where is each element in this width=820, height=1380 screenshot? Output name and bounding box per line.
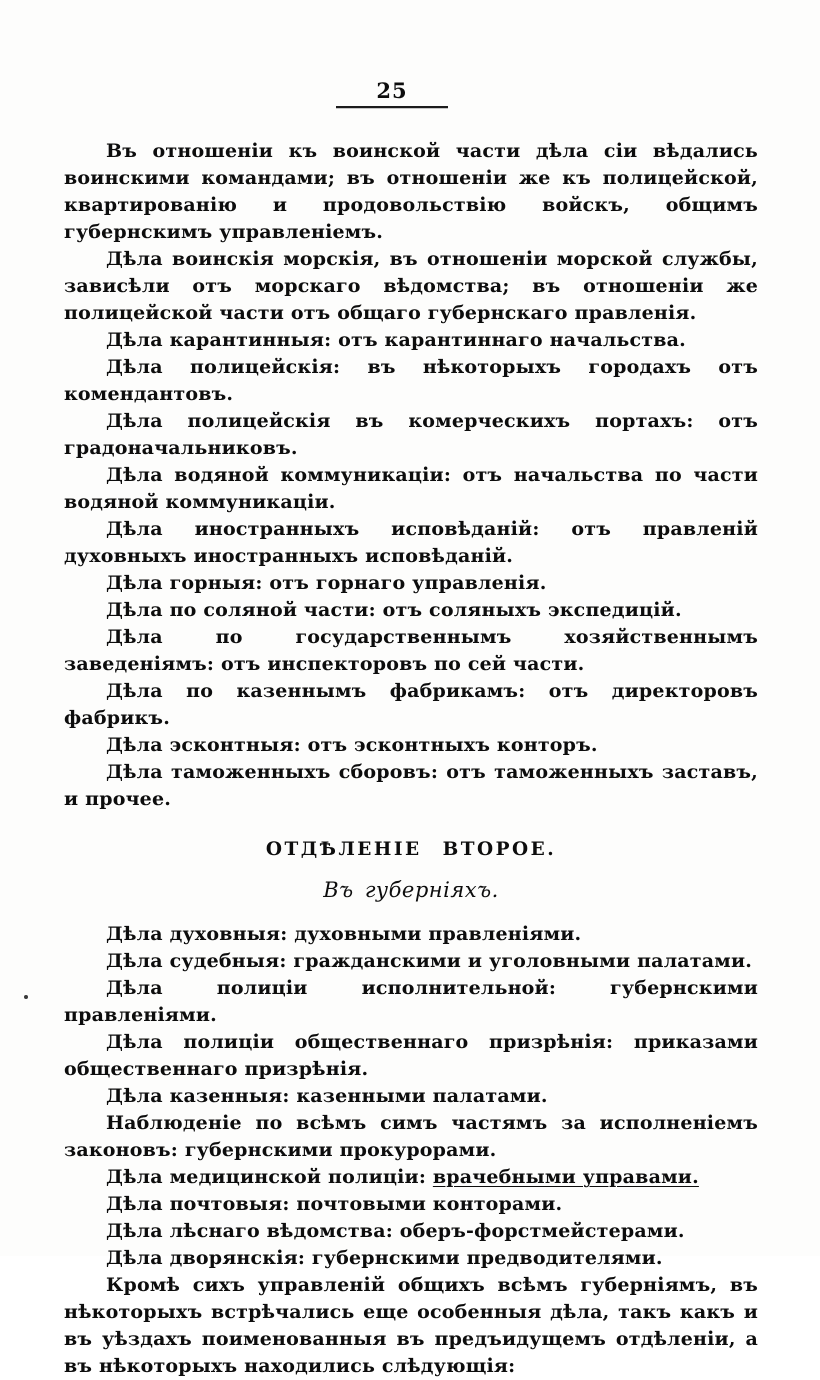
paragraph-text: Дѣла по казеннымъ фабрикамъ: отъ директоровъ фабрикъ. (64, 680, 758, 729)
paragraph-text: Въ отношеніи къ воинской части дѣла сіи вѣдались воинскими командами; въ отношеніи же къ полицейской, квартированію и продовольствію войскъ, общимъ губернскимъ управленіемъ. (64, 140, 758, 243)
page-number: 25 (376, 78, 408, 103)
paragraph-text: Дѣла воинскія морскія, въ отношеніи морской службы, зависѣли отъ морскаго вѣдомства; въ отношеніи же полицейской части отъ общаго губернскаго правленія. (64, 248, 758, 324)
paragraph (64, 732, 758, 759)
paragraph (64, 462, 758, 516)
paragraph (64, 246, 758, 327)
paragraph (64, 1218, 758, 1245)
paragraph-text: Дѣла казенныя: казенными палатами. (106, 1085, 548, 1107)
paragraph (64, 1272, 758, 1380)
paragraph-text: Дѣла полицейскія въ комерческихъ портахъ: отъ градоначальниковъ. (64, 410, 758, 459)
paragraph-text: Дѣла полиціи общественнаго призрѣнія: приказами общественнаго призрѣнія. (64, 1031, 758, 1080)
paragraph-text: Дѣла горныя: отъ горнаго управленія. (106, 572, 547, 594)
paragraph-text: Дѣла по государственнымъ хозяйственнымъ заведеніямъ: отъ инспекторовъ по сей части. (64, 626, 758, 675)
paragraph (64, 138, 758, 246)
paragraph (64, 1164, 758, 1191)
page-text (64, 138, 758, 1380)
paragraph (64, 516, 758, 570)
paragraph-text: Дѣла дворянскія: губернскими предводителями. (106, 1247, 663, 1269)
paragraph-text: Дѣла водяной коммуникаціи: отъ начальства по части водяной коммуникаціи. (64, 464, 758, 513)
paragraph-text: Дѣла лѣснаго вѣдомства: оберъ-форстмейстерами. (106, 1220, 685, 1242)
paragraph (64, 759, 758, 813)
paragraph-text: Наблюденіе по всѣмъ симъ частямъ за исполненіемъ законовъ: губернскими прокурорами. (64, 1112, 758, 1161)
paragraph (64, 975, 758, 1029)
section-one-paragraphs (64, 138, 758, 813)
paragraph (64, 948, 758, 975)
section-two-paragraphs (64, 921, 758, 1380)
paragraph-text: Дѣла медицинской полиціи: (106, 1166, 433, 1188)
paragraph (64, 1245, 758, 1272)
paragraph-text: Кромѣ сихъ управленій общихъ всѣмъ губерніямъ, въ нѣкоторыхъ встрѣчались еще особенныя дѣла, такъ какъ и въ уѣздахъ поименованныя въ предъидущемъ отдѣленіи, а въ нѣкоторыхъ находились слѣдующія: (64, 1274, 758, 1377)
paragraph-text: Дѣла полиціи исполнительной: губернскими правленіями. (64, 977, 758, 1026)
paragraph-text: Дѣла полицейскія: въ нѣкоторыхъ городахъ отъ комендантовъ. (64, 356, 758, 405)
paragraph (64, 597, 758, 624)
paragraph-text: Дѣла духовныя: духовными правленіями. (106, 923, 582, 945)
page-header (0, 78, 820, 108)
paragraph-text: Дѣла эсконтныя: отъ эсконтныхъ конторъ. (106, 734, 598, 756)
margin-speck (24, 995, 28, 999)
section-heading: ОТДѢЛЕНІЕ ВТОРОЕ. (265, 839, 557, 860)
paragraph-text: Дѣла по соляной части: отъ соляныхъ экспедицій. (106, 599, 682, 621)
paragraph-text: Дѣла иностранныхъ исповѣданій: отъ правленій духовныхъ иностранныхъ исповѣданій. (64, 518, 758, 567)
paragraph-text: Дѣла таможенныхъ сборовъ: отъ таможенныхъ заставъ, и прочее. (64, 761, 758, 810)
paragraph (64, 354, 758, 408)
page-number-rule (336, 106, 448, 108)
paragraph-text: Дѣла карантинныя: отъ карантиннаго начальства. (106, 329, 686, 351)
paragraph-text: Дѣла судебныя: гражданскими и уголовными палатами. (106, 950, 753, 972)
paragraph (64, 1029, 758, 1083)
paragraph (64, 624, 758, 678)
paragraph (64, 921, 758, 948)
paragraph (64, 1110, 758, 1164)
paragraph (64, 1083, 758, 1110)
paragraph-text: Дѣла почтовыя: почтовыми конторами. (106, 1193, 563, 1215)
paragraph (64, 678, 758, 732)
paragraph (64, 327, 758, 354)
underlined-phrase: врачебными управами. (432, 1166, 699, 1188)
paragraph (64, 1191, 758, 1218)
paragraph (64, 570, 758, 597)
section-subtitle: Въ губерніяхъ. (323, 878, 499, 902)
paragraph (64, 408, 758, 462)
